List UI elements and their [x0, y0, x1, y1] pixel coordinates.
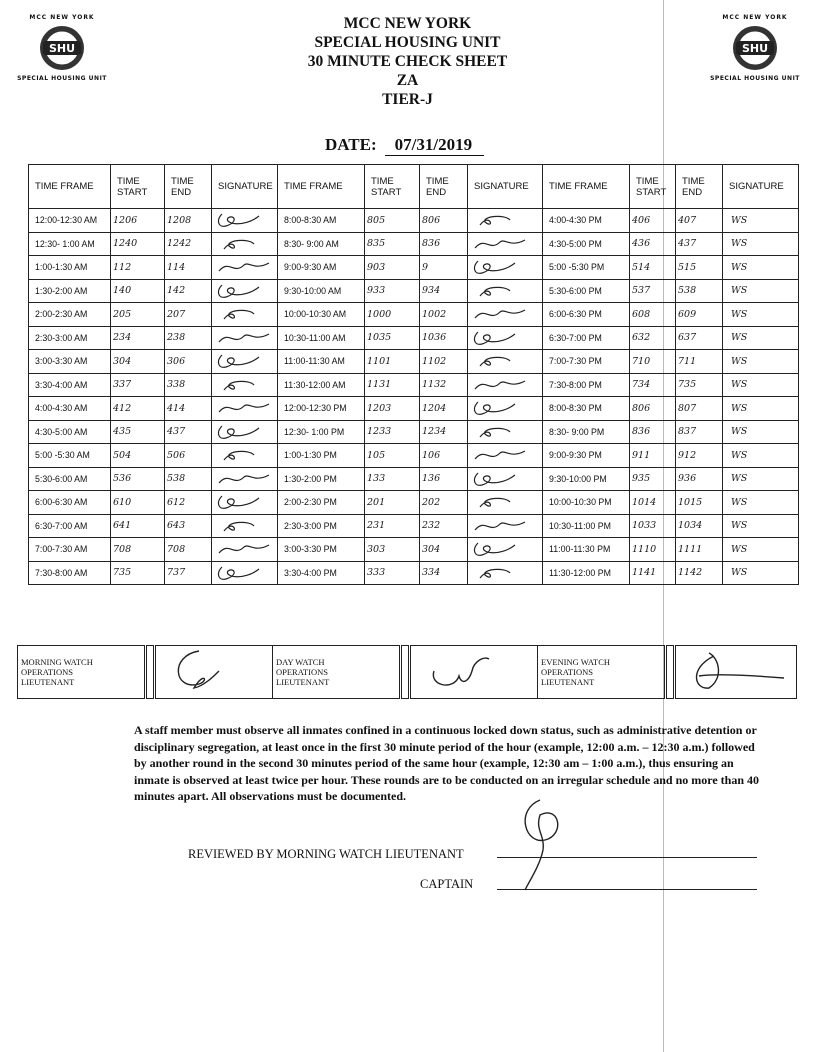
column-header: SIGNATURE: [723, 165, 799, 209]
signature-cell: [468, 373, 543, 397]
time-end-cell: 1204: [420, 397, 468, 421]
time-frame-cell: 12:30- 1:00 PM: [278, 420, 365, 444]
time-end-cell: 232: [420, 514, 468, 538]
time-end-cell: 609: [676, 303, 723, 327]
signature-icon: [470, 492, 530, 512]
time-start-cell: 1206: [111, 209, 165, 233]
time-start-cell: 536: [111, 467, 165, 491]
time-start-cell: 1233: [365, 420, 420, 444]
time-start-cell: 140: [111, 279, 165, 303]
instructions-paragraph: A staff member must observe all inmates confined in a continuous locked down status, such as administrative detention or disciplinary segregation, at least once in the first 30 minute period of the hour (example, 12:00 a.m. – 12:30 a.m.) followed by another round in the second 30 minutes period of the same hour (example, 12:30 am – 1:00 a.m.), thus ensuring an inmate is observed at least twice per hour. These rounds are to be conducted on an irregular schedule and no more than 40 minutes apart. All observations must be documented.: [134, 723, 760, 803]
check-sheet-table: [28, 164, 799, 585]
table-row: [29, 561, 799, 585]
column-header: TIME START: [365, 165, 420, 209]
time-end-cell: 304: [420, 538, 468, 562]
signature-cell: WS: [723, 303, 799, 327]
time-frame-cell: 8:00-8:30 PM: [543, 397, 630, 421]
signature-cell: [212, 279, 278, 303]
time-end-cell: 1234: [420, 420, 468, 444]
header-row: [29, 165, 799, 209]
time-start-cell: 935: [630, 467, 676, 491]
signature-icon: [470, 281, 530, 301]
table-row: [29, 326, 799, 350]
time-start-cell: 903: [365, 256, 420, 280]
time-start-cell: 608: [630, 303, 676, 327]
table-row: [29, 444, 799, 468]
time-frame-cell: 4:30-5:00 PM: [543, 232, 630, 256]
date-value: 07/31/2019: [385, 135, 484, 156]
logo-center-text: SHU: [48, 42, 76, 55]
document-header: [0, 14, 815, 109]
time-end-cell: 711: [676, 350, 723, 374]
time-start-cell: 406: [630, 209, 676, 233]
time-start-cell: 806: [630, 397, 676, 421]
evening-watch-label: EVENING WATCH OPERATIONS LIEUTENANT: [538, 646, 666, 699]
time-end-cell: 437: [676, 232, 723, 256]
day-watch-signature: [410, 646, 538, 699]
time-end-cell: 837: [676, 420, 723, 444]
signature-cell: [468, 232, 543, 256]
time-start-cell: 1240: [111, 232, 165, 256]
time-start-cell: 337: [111, 373, 165, 397]
time-end-cell: 1111: [676, 538, 723, 562]
time-end-cell: 437: [165, 420, 212, 444]
time-start-cell: 112: [111, 256, 165, 280]
time-frame-cell: 10:00-10:30 AM: [278, 303, 365, 327]
time-frame-cell: 3:00-3:30 PM: [278, 538, 365, 562]
time-start-cell: 911: [630, 444, 676, 468]
logo-top-text: MCC NEW YORK: [29, 14, 95, 21]
time-end-cell: 334: [420, 561, 468, 585]
table-row: [29, 397, 799, 421]
time-start-cell: 231: [365, 514, 420, 538]
reviewed-label: REVIEWED BY MORNING WATCH LIEUTENANT: [188, 847, 464, 861]
signature-cell: WS: [723, 491, 799, 515]
signature-cell: [212, 256, 278, 280]
time-start-cell: 933: [365, 279, 420, 303]
time-start-cell: 835: [365, 232, 420, 256]
time-end-cell: 306: [165, 350, 212, 374]
signature-cell: WS: [723, 350, 799, 374]
time-start-cell: 1035: [365, 326, 420, 350]
column-header: TIME END: [165, 165, 212, 209]
signature-cell: [212, 467, 278, 491]
column-header: TIME START: [111, 165, 165, 209]
evening-watch-signature: [675, 646, 797, 699]
time-frame-cell: 9:00-9:30 AM: [278, 256, 365, 280]
time-end-cell: 934: [420, 279, 468, 303]
time-end-cell: 807: [676, 397, 723, 421]
signature-cell: [468, 350, 543, 374]
time-end-cell: 1132: [420, 373, 468, 397]
time-frame-cell: 8:00-8:30 AM: [278, 209, 365, 233]
signature-icon: [214, 304, 274, 324]
table-row: [29, 373, 799, 397]
time-frame-cell: 7:00-7:30 PM: [543, 350, 630, 374]
signature-cell: [212, 538, 278, 562]
signature-cell: WS: [723, 538, 799, 562]
time-end-cell: 136: [420, 467, 468, 491]
column-header: TIME END: [420, 165, 468, 209]
time-end-cell: 114: [165, 256, 212, 280]
time-frame-cell: 5:00 -5:30 AM: [29, 444, 111, 468]
signature-cell: [212, 444, 278, 468]
time-frame-cell: 6:30-7:00 PM: [543, 326, 630, 350]
time-frame-cell: 7:30-8:00 PM: [543, 373, 630, 397]
signature-cell: [468, 514, 543, 538]
time-frame-cell: 8:30- 9:00 AM: [278, 232, 365, 256]
morning-watch-label: MORNING WATCH OPERATIONS LIEUTENANT: [18, 646, 146, 699]
time-frame-cell: 9:00-9:30 PM: [543, 444, 630, 468]
time-frame-cell: 2:30-3:00 PM: [278, 514, 365, 538]
signature-icon: [679, 648, 789, 694]
time-start-cell: 133: [365, 467, 420, 491]
signature-cell: [468, 491, 543, 515]
signature-cell: [212, 303, 278, 327]
time-start-cell: 1000: [365, 303, 420, 327]
signature-cell: WS: [723, 209, 799, 233]
time-end-cell: 1034: [676, 514, 723, 538]
time-start-cell: 412: [111, 397, 165, 421]
header-line: 30 MINUTE CHECK SHEET: [307, 53, 508, 70]
signature-icon: [470, 234, 530, 254]
time-frame-cell: 9:30-10:00 AM: [278, 279, 365, 303]
signature-cell: WS: [723, 326, 799, 350]
time-frame-cell: 10:30-11:00 AM: [278, 326, 365, 350]
logo-top-text: MCC NEW YORK: [722, 14, 788, 21]
time-end-cell: 612: [165, 491, 212, 515]
time-frame-cell: 12:30- 1:00 AM: [29, 232, 111, 256]
time-start-cell: 333: [365, 561, 420, 585]
time-start-cell: 303: [365, 538, 420, 562]
date-line: [325, 135, 484, 156]
time-end-cell: 936: [676, 467, 723, 491]
time-frame-cell: 10:30-11:00 PM: [543, 514, 630, 538]
time-end-cell: 9: [420, 256, 468, 280]
time-frame-cell: 2:30-3:00 AM: [29, 326, 111, 350]
time-start-cell: 632: [630, 326, 676, 350]
time-frame-cell: 4:00-4:30 PM: [543, 209, 630, 233]
time-end-cell: 643: [165, 514, 212, 538]
time-end-cell: 836: [420, 232, 468, 256]
signature-cell: [468, 303, 543, 327]
reviewer-signature-icon: [505, 795, 585, 895]
signature-icon: [214, 469, 274, 489]
time-start-cell: 710: [630, 350, 676, 374]
signature-cell: [468, 444, 543, 468]
time-end-cell: 407: [676, 209, 723, 233]
captain-label: CAPTAIN: [420, 877, 474, 891]
time-frame-cell: 1:30-2:00 AM: [29, 279, 111, 303]
time-frame-cell: 2:00-2:30 AM: [29, 303, 111, 327]
header-line: ZA: [396, 72, 419, 89]
signature-cell: WS: [723, 467, 799, 491]
table-row: [29, 467, 799, 491]
column-header: SIGNATURE: [212, 165, 278, 209]
time-start-cell: 504: [111, 444, 165, 468]
signature-cell: [468, 561, 543, 585]
time-start-cell: 1110: [630, 538, 676, 562]
time-frame-cell: 3:30-4:00 AM: [29, 373, 111, 397]
time-frame-cell: 8:30- 9:00 PM: [543, 420, 630, 444]
time-end-cell: 1208: [165, 209, 212, 233]
time-frame-cell: 6:00-6:30 AM: [29, 491, 111, 515]
table-row: [29, 256, 799, 280]
time-end-cell: 238: [165, 326, 212, 350]
signature-icon: [159, 646, 239, 696]
time-start-cell: 234: [111, 326, 165, 350]
signature-cell: [468, 209, 543, 233]
time-frame-cell: 11:00-11:30 AM: [278, 350, 365, 374]
time-frame-cell: 12:00-12:30 AM: [29, 209, 111, 233]
time-frame-cell: 1:00-1:30 PM: [278, 444, 365, 468]
time-end-cell: 637: [676, 326, 723, 350]
time-start-cell: 735: [111, 561, 165, 585]
time-frame-cell: 1:00-1:30 AM: [29, 256, 111, 280]
time-frame-cell: 6:00-6:30 PM: [543, 303, 630, 327]
signature-cell: [468, 420, 543, 444]
column-header: TIME FRAME: [278, 165, 365, 209]
time-start-cell: 1033: [630, 514, 676, 538]
time-start-cell: 836: [630, 420, 676, 444]
time-end-cell: 202: [420, 491, 468, 515]
signature-cell: [212, 209, 278, 233]
time-start-cell: 1203: [365, 397, 420, 421]
time-end-cell: 338: [165, 373, 212, 397]
date-label: DATE:: [325, 135, 377, 154]
time-frame-cell: 12:00-12:30 PM: [278, 397, 365, 421]
signature-icon: [470, 445, 530, 465]
table-row: [29, 491, 799, 515]
signature-cell: [212, 232, 278, 256]
time-end-cell: 106: [420, 444, 468, 468]
signature-cell: [468, 326, 543, 350]
time-start-cell: 435: [111, 420, 165, 444]
table-row: [29, 279, 799, 303]
time-start-cell: 734: [630, 373, 676, 397]
signature-cell: [468, 538, 543, 562]
signature-icon: [470, 351, 530, 371]
time-frame-cell: 5:00 -5:30 PM: [543, 256, 630, 280]
time-frame-cell: 7:30-8:00 AM: [29, 561, 111, 585]
time-frame-cell: 11:00-11:30 PM: [543, 538, 630, 562]
signature-icon: [470, 210, 530, 230]
signature-icon: [214, 539, 274, 559]
signature-cell: [212, 397, 278, 421]
time-start-cell: 708: [111, 538, 165, 562]
signature-cell: WS: [723, 561, 799, 585]
table-row: [29, 350, 799, 374]
time-start-cell: 304: [111, 350, 165, 374]
signature-cell: [212, 491, 278, 515]
time-end-cell: 912: [676, 444, 723, 468]
header-line: TIER-J: [382, 91, 433, 108]
time-frame-cell: 3:00-3:30 AM: [29, 350, 111, 374]
time-frame-cell: 2:00-2:30 PM: [278, 491, 365, 515]
signature-icon: [214, 257, 274, 277]
time-end-cell: 1002: [420, 303, 468, 327]
signature-icon: [214, 281, 274, 301]
column-header: TIME FRAME: [543, 165, 630, 209]
signature-icon: [470, 516, 530, 536]
time-start-cell: 105: [365, 444, 420, 468]
signature-icon: [470, 469, 530, 489]
time-end-cell: 737: [165, 561, 212, 585]
column-header: TIME START: [630, 165, 676, 209]
day-watch-label: DAY WATCH OPERATIONS LIEUTENANT: [273, 646, 401, 699]
signature-cell: [468, 256, 543, 280]
column-header: TIME FRAME: [29, 165, 111, 209]
time-start-cell: 514: [630, 256, 676, 280]
time-end-cell: 207: [165, 303, 212, 327]
signature-icon: [214, 375, 274, 395]
signature-icon: [470, 375, 530, 395]
time-frame-cell: 7:00-7:30 AM: [29, 538, 111, 562]
morning-watch-signature: [155, 646, 273, 699]
time-frame-cell: 6:30-7:00 AM: [29, 514, 111, 538]
time-end-cell: 735: [676, 373, 723, 397]
signature-icon: [214, 234, 274, 254]
watch-lieutenant-table: [17, 645, 797, 699]
time-frame-cell: 1:30-2:00 PM: [278, 467, 365, 491]
time-end-cell: 515: [676, 256, 723, 280]
time-start-cell: 805: [365, 209, 420, 233]
table-row: [29, 209, 799, 233]
signature-cell: WS: [723, 373, 799, 397]
signature-cell: [212, 350, 278, 374]
time-start-cell: 205: [111, 303, 165, 327]
time-end-cell: 1102: [420, 350, 468, 374]
time-frame-cell: 4:00-4:30 AM: [29, 397, 111, 421]
signature-icon: [214, 422, 274, 442]
time-end-cell: 1015: [676, 491, 723, 515]
signature-cell: [468, 397, 543, 421]
signature-cell: [468, 279, 543, 303]
signature-cell: [212, 326, 278, 350]
signature-cell: [468, 467, 543, 491]
time-start-cell: 201: [365, 491, 420, 515]
signature-icon: [470, 304, 530, 324]
signature-icon: [214, 445, 274, 465]
signature-icon: [214, 210, 274, 230]
time-frame-cell: 5:30-6:00 AM: [29, 467, 111, 491]
time-frame-cell: 9:30-10:00 PM: [543, 467, 630, 491]
time-start-cell: 1141: [630, 561, 676, 585]
time-start-cell: 1131: [365, 373, 420, 397]
time-start-cell: 610: [111, 491, 165, 515]
table-row: [29, 514, 799, 538]
time-start-cell: 1014: [630, 491, 676, 515]
signature-cell: WS: [723, 256, 799, 280]
time-frame-cell: 5:30-6:00 PM: [543, 279, 630, 303]
signature-icon: [214, 328, 274, 348]
time-end-cell: 1242: [165, 232, 212, 256]
signature-cell: WS: [723, 232, 799, 256]
time-frame-cell: 11:30-12:00 AM: [278, 373, 365, 397]
time-frame-cell: 11:30-12:00 PM: [543, 561, 630, 585]
table-row: [29, 420, 799, 444]
signature-cell: [212, 561, 278, 585]
signature-icon: [470, 563, 530, 583]
signature-icon: [470, 328, 530, 348]
signature-cell: WS: [723, 420, 799, 444]
table-row: [29, 303, 799, 327]
column-header: TIME END: [676, 165, 723, 209]
time-start-cell: 537: [630, 279, 676, 303]
signature-cell: [212, 420, 278, 444]
time-end-cell: 538: [676, 279, 723, 303]
time-frame-cell: 3:30-4:00 PM: [278, 561, 365, 585]
signature-icon: [214, 398, 274, 418]
logo-center-text: SHU: [741, 42, 769, 55]
time-start-cell: 436: [630, 232, 676, 256]
signature-cell: WS: [723, 397, 799, 421]
time-end-cell: 806: [420, 209, 468, 233]
signature-cell: [212, 514, 278, 538]
time-end-cell: 1036: [420, 326, 468, 350]
signature-cell: [212, 373, 278, 397]
table-row: [29, 232, 799, 256]
signature-icon: [470, 422, 530, 442]
time-end-cell: 506: [165, 444, 212, 468]
column-header: SIGNATURE: [468, 165, 543, 209]
signature-cell: WS: [723, 514, 799, 538]
time-frame-cell: 10:00-10:30 PM: [543, 491, 630, 515]
signature-icon: [470, 257, 530, 277]
logo-bottom-text: SPECIAL HOUSING UNIT: [710, 75, 800, 82]
signature-icon: [214, 492, 274, 512]
signature-cell: WS: [723, 279, 799, 303]
header-line: MCC NEW YORK: [343, 15, 472, 32]
header-line: SPECIAL HOUSING UNIT: [314, 34, 501, 51]
time-end-cell: 414: [165, 397, 212, 421]
time-start-cell: 641: [111, 514, 165, 538]
signature-icon: [470, 539, 530, 559]
time-end-cell: 142: [165, 279, 212, 303]
table-row: [29, 538, 799, 562]
signature-cell: WS: [723, 444, 799, 468]
signature-icon: [414, 651, 504, 691]
signature-icon: [214, 516, 274, 536]
signature-icon: [470, 398, 530, 418]
time-end-cell: 538: [165, 467, 212, 491]
signature-icon: [214, 563, 274, 583]
signature-icon: [214, 351, 274, 371]
time-start-cell: 1101: [365, 350, 420, 374]
time-frame-cell: 4:30-5:00 AM: [29, 420, 111, 444]
time-end-cell: 1142: [676, 561, 723, 585]
time-end-cell: 708: [165, 538, 212, 562]
logo-bottom-text: SPECIAL HOUSING UNIT: [17, 75, 107, 82]
